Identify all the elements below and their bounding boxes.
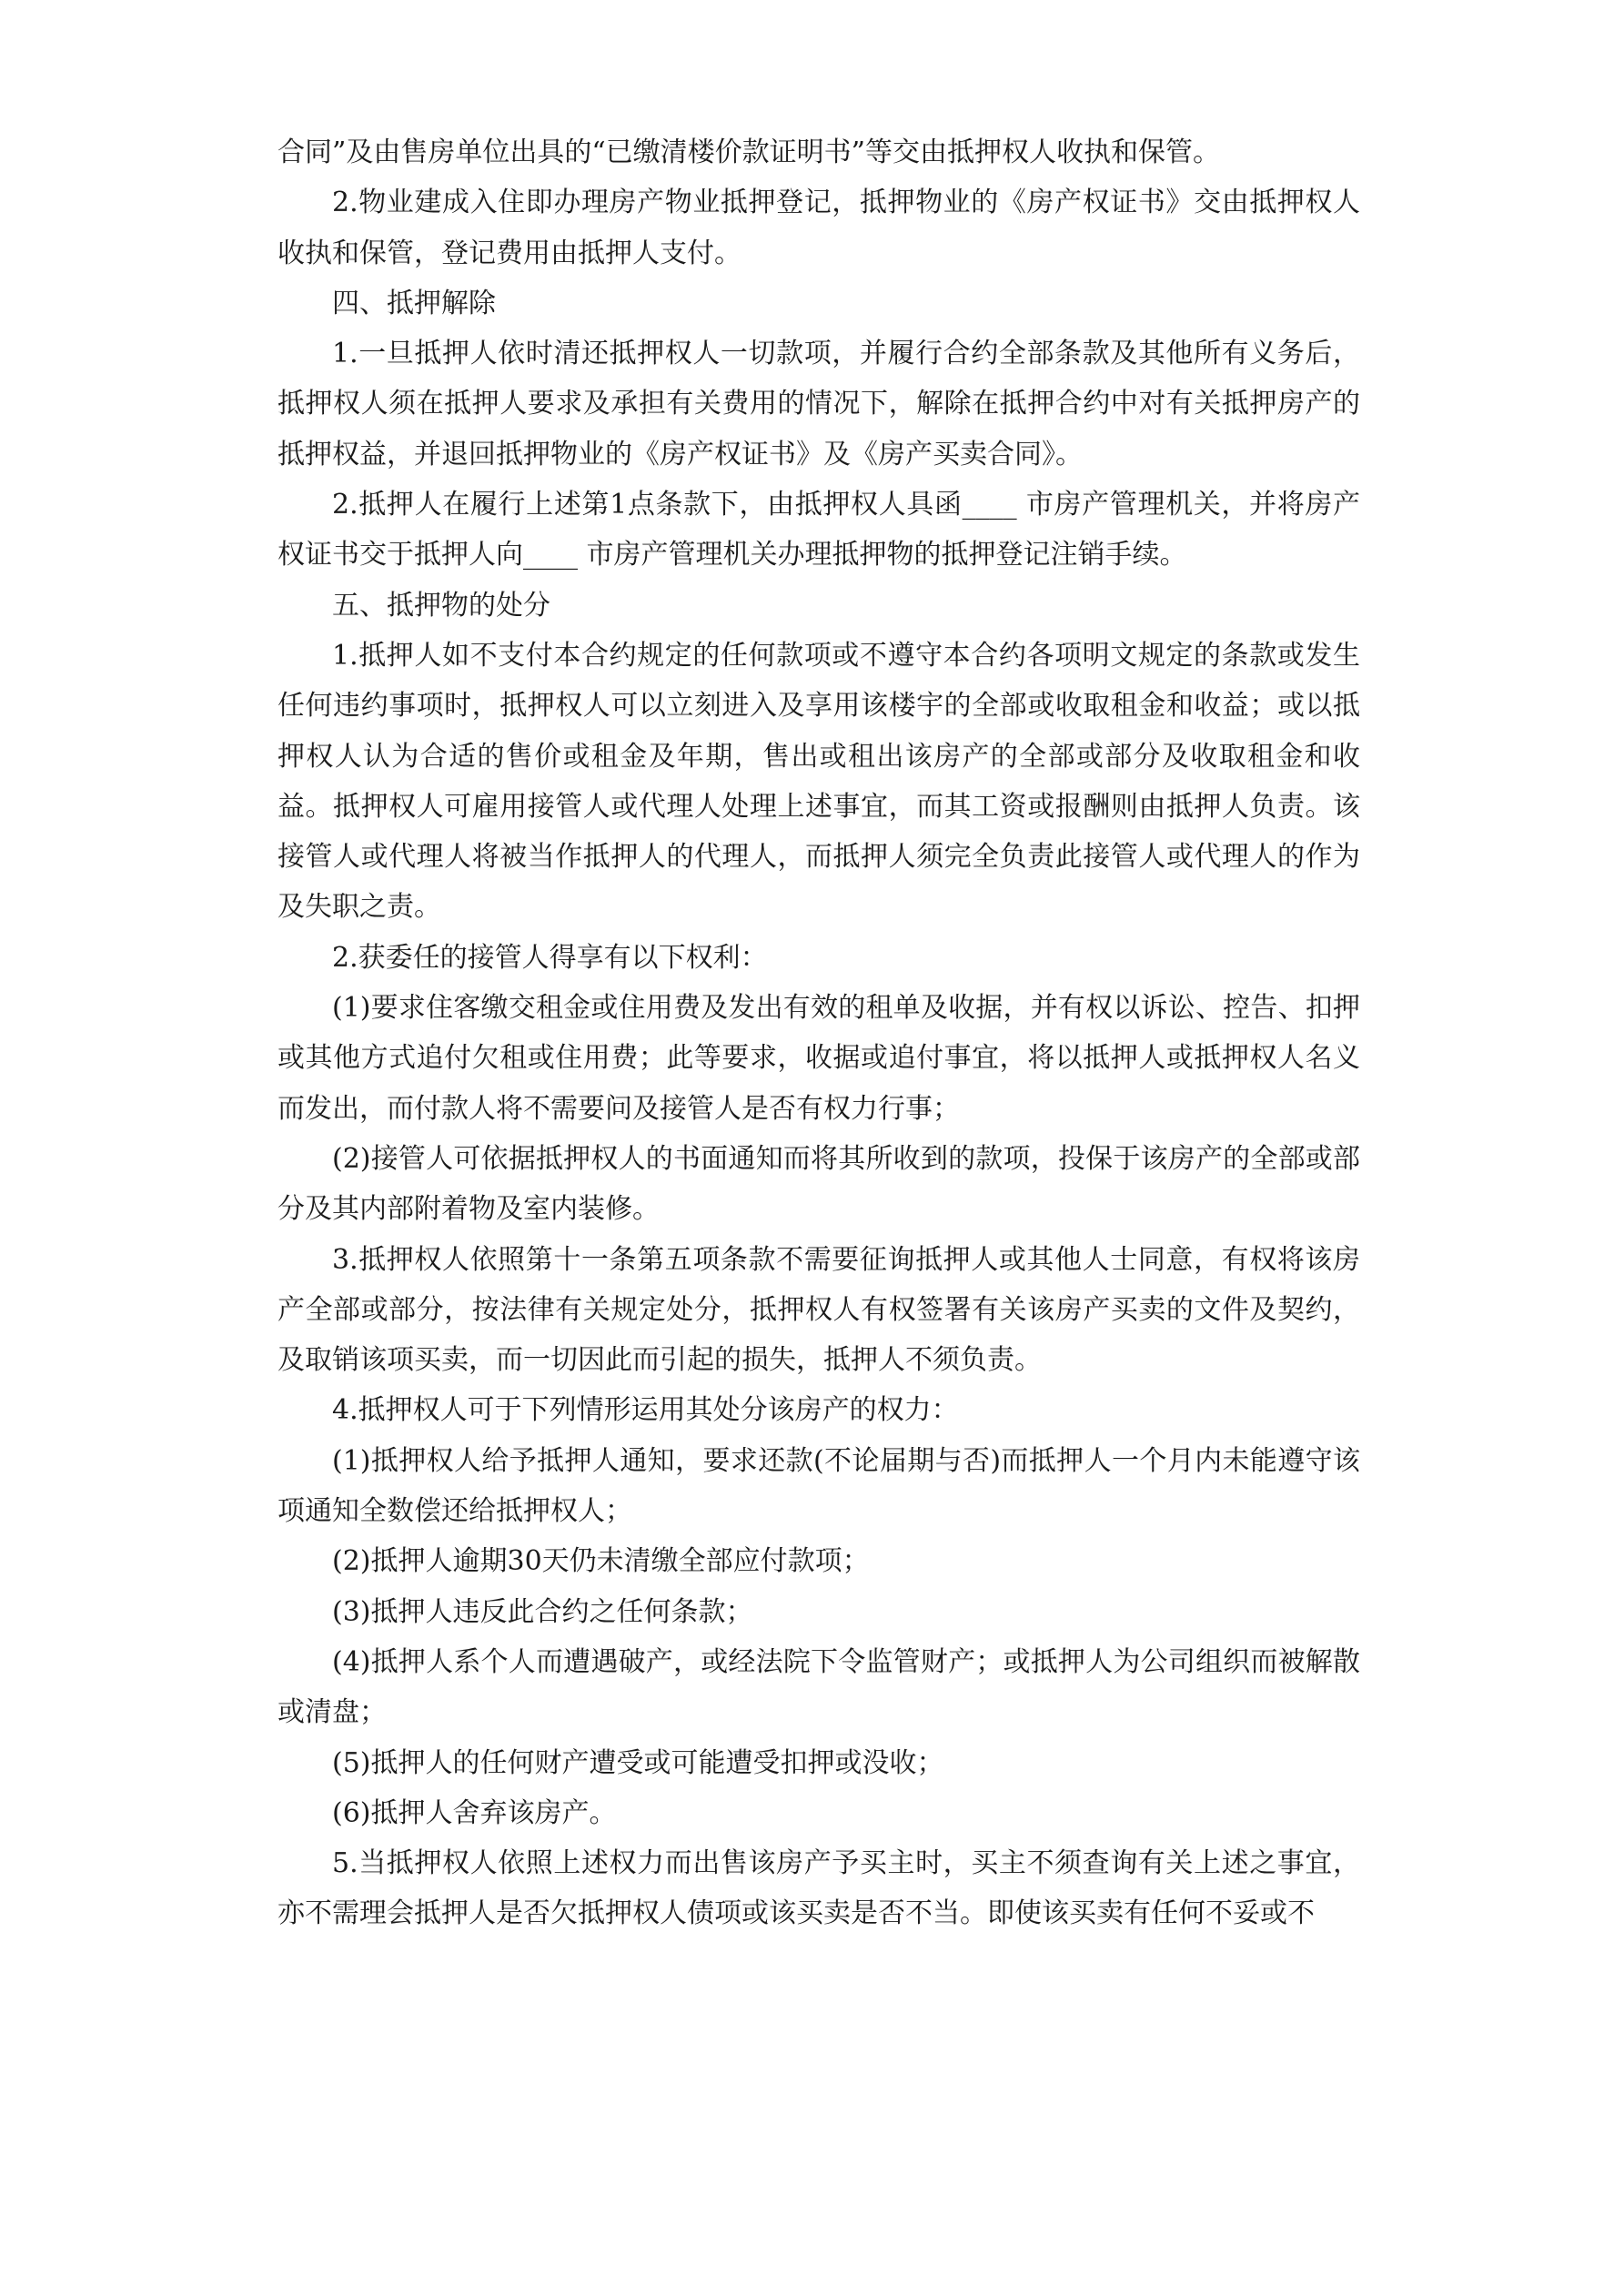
paragraph: 合同”及由售房单位出具的“已缴清楼价款证明书”等交由抵押权人收执和保管。 xyxy=(277,137,1221,168)
list-item: (1)要求住客缴交租金或住用费及发出有效的租单及收据，并有权以诉讼、控告、扣押或其他方式追付欠租或住用费；此等要求，收据或追付事宜，将以抵押人或抵押权人名义而发出，而付款人将不需要问及接管人是否有权力行事； xyxy=(277,992,1360,1125)
paragraph: 2.获委任的接管人得享有以下权利： xyxy=(332,941,768,974)
paragraph: 4.抵押权人可于下列情形运用其处分该房产的权力： xyxy=(332,1394,959,1427)
paragraph: 2.抵押人在履行上述第1点条款下，由抵押权人具函____ 市房产管理机关，并将房产权证书交于抵押人向____ 市房产管理机关办理抵押物的抵押登记注销手续。 xyxy=(277,489,1360,571)
list-item: (2)接管人可依据抵押权人的书面通知而将其所收到的款项，投保于该房产的全部或部分及其内部附着物及室内装修。 xyxy=(277,1142,1360,1226)
section-heading: 四、抵押解除 xyxy=(332,287,496,319)
paragraph: 3.抵押权人依照第十一条第五项条款不需要征询抵押人或其他人士同意，有权将该房产全部或部分，按法律有关规定处分，抵押权人有权签署有关该房产买卖的文件及契约，及取销该项买卖，而一切因此而引起的损失，抵押人不须负责。 xyxy=(277,1243,1360,1377)
list-item: (3)抵押人违反此合约之任何条款； xyxy=(332,1595,753,1628)
list-item: (2)抵押人逾期30天仍未清缴全部应付款项； xyxy=(332,1545,870,1578)
paragraph: 1.一旦抵押人依时清还抵押权人一切款项，并履行合约全部条款及其他所有义务后，抵押权人须在抵押人要求及承担有关费用的情况下，解除在抵押合约中对有关抵押房产的抵押权益，并退回抵押物业的《房产权证书》及《房产买卖合同》。 xyxy=(277,338,1360,470)
list-item: (1)抵押权人给予抵押人通知，要求还款(不论届期与否)而抵押人一个月内未能遵守该项通知全数偿还给抵押权人； xyxy=(277,1444,1360,1528)
paragraph: 2.物业建成入住即办理房产物业抵押登记，抵押物业的《房产权证书》交由抵押权人收执和保管，登记费用由抵押人支付。 xyxy=(277,187,1360,269)
section-heading: 五、抵押物的处分 xyxy=(332,589,550,622)
paragraph: 5.当抵押权人依照上述权力而出售该房产予买主时，买主不须查询有关上述之事宜，亦不需理会抵押人是否欠抵押权人债项或该买卖是否不当。即使该买卖有任何不妥或不 xyxy=(277,1847,1360,1930)
list-item: (4)抵押人系个人而遭遇破产，或经法院下令监管财产；或抵押人为公司组织而被解散或清盘； xyxy=(277,1645,1360,1729)
document-body xyxy=(277,127,1360,1939)
list-item: (6)抵押人舍弃该房产。 xyxy=(332,1796,617,1829)
paragraph: 1.抵押人如不支付本合约规定的任何款项或不遵守本合约各项明文规定的条款或发生任何违约事项时，抵押权人可以立刻进入及享用该楼宇的全部或收取租金和收益；或以抵押权人认为合适的售价或租金及年期，售出或租出该房产的全部或部分及收取租金和收益。抵押权人可雇用接管人或代理人处理上述事宜，而其工资或报酬则由抵押人负责。该接管人或代理人将被当作抵押人的代理人，而抵押人须完全负责此接管人或代理人的作为及失职之责。 xyxy=(277,639,1360,924)
list-item: (5)抵押人的任何财产遭受或可能遭受扣押或没收； xyxy=(332,1746,944,1779)
